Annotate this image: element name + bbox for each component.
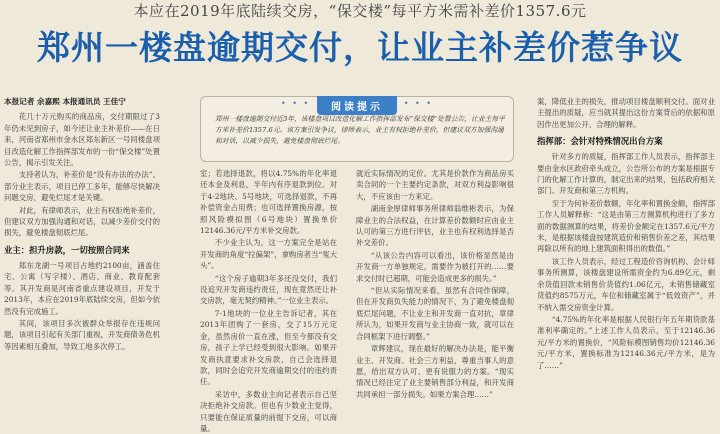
paragraph: 支持者认为，补差价是“没有办法的办法”。部分业主表示，项目已停工多年，能够尽快解决问题交房，避免烂尾才是关键。: [4, 170, 160, 203]
paragraph: 其间，该项目多次被群众举报存在违规问题，该项目引起有关部门重视，开发商债务危机等因素相互叠加，导致工地多次停工。: [4, 318, 160, 351]
paragraph: “这个房子逾期3年多还没交付，我们没追究开发商违约责任，现在竟然还让补交房款，毫无契约精神。”一位业主表示。: [200, 273, 337, 306]
kicker: 本应在2019年底陆续交房，“保交楼”每平方米需补差价1357.6元: [133, 2, 587, 20]
paragraph: “但从实际情况来看，虽然有合同作保障，但在开发商负失能力的情况下，为了避免楼盘彻底烂尾问题，不让业主和开发商一直对抗，章律所认为，如果开发商与业主协商一致，就可以在合同框架下进行调整。”: [356, 286, 514, 341]
column-3: [356, 168, 514, 405]
paragraph: 不少业主认为，这一方案完全是站在开发商的角度“拉偏架”，拿购房者当“冤大头”。: [200, 238, 337, 271]
paragraph: 采访中，多数业主向记者表示自己坚决拒绝补交房款。但也有少数业主觉得，只要能在保证质量的前提下交房，可以商量。: [200, 389, 337, 433]
decor-dots-icon: • • •: [403, 99, 433, 108]
reading-tip-box: [200, 96, 514, 162]
paragraph: 7-1地块的一位业主告诉记者，其在2013年团购了一套房，交了15万元定金，虽然房价一直在涨，但至今都没有交房，孩子上学已经受到很大影响。如果开发商执意要求补交房款，自己会选择退款，同时会追究开发商逾期交付的违约责任。: [200, 308, 337, 387]
reading-tip-title: 阅读提示: [317, 96, 397, 115]
paragraph: 室；若选择退款，将以4.75%的年化率退还本金及利息，半年内有序退款到位。对于4-2地块、5号地块，可选择退款，不再补偿资金占用费；也可选择置换房源，按照风险模拟图（6号地块）置换单价12146.36元/平方米补交房款。: [200, 169, 337, 236]
column-4: [537, 96, 715, 405]
paragraph: 花几十万元购买的商品房，交付期限过了3年仍未见到房子，如今还让业主补差价——在日来，河南省郑州市金水区郑东新区一号同楼盘项目改造化解工作指挥部发布的一份“保交楼”处置公告，揭示引发关注。: [4, 112, 160, 168]
paragraph: 对此，有律师表示，业主有权拒绝补差价，但建议双方加强沟通和对话，以减少差价交付的损失，避免楼盘彻底烂尾。: [4, 205, 160, 238]
paragraph: 就近实际情况的定价。尤其是价款作为商品房买卖合同的一个主要约定条款，对双方利益影响很大，不应该由一方来定。: [356, 169, 514, 201]
headline: 郑州一楼盘逾期交付，让业主补差价惹争议: [37, 28, 683, 67]
column-2: [200, 168, 337, 433]
byline: 本报记者 余嘉熙 本报通讯员 王佳宁: [4, 97, 126, 106]
paragraph: 案，降低业主的损失，推动项目楼盘顺利交付。面对业主提出的质疑，应当就其提出这份方案背后的依据和原因作出更加公开、合理的解释。: [537, 97, 715, 129]
reading-tip-text: 郑州一楼盘逾期交付近3年，该楼盘项目改造化解工作指挥部发布“保交楼”处置公告，让业主每平方米补差价1357.6元。该方案引发争议，律师表示，业主有权拒绝补差价，但建议双方加强沟通和对话，以减少损失，避免楼盘彻底烂尾。: [215, 115, 505, 145]
paragraph: “从该公告内容可以看出，该价格显然是由开发商一方单独规定，需要作为被打开的……要求交付时已超期，可能会造成更多的损失。”: [356, 250, 514, 283]
paragraph: 郑东龙湖一号项目占地约2100亩，涵盖住宅、公寓（写字楼）、酒店、商业、教育配套等。其开发商是河南省重点建设项目，开发于2013年，本应在2019年底陆续交房，但如今依然没有完成施工。: [4, 260, 160, 316]
decor-dots-icon: • • •: [281, 99, 311, 108]
column-1: [4, 96, 160, 405]
paragraph: 针对多方的质疑，指挥部工作人员表示，指挥部主要由金水区政府牵头成立，公告所公布的方案是根据专门的化解工作计算的，制定出来的结果，包括政府相关部门、开发商和第三方机构。: [537, 152, 715, 196]
paragraph: 章辉建议，现在最好的解决办法是，能平衡业主、开发商、社会三方利益，尊重当事人的意愿，给出双方认可、更有说服力的方案。“现实情况已经注定了业主要销售部分利益，和开发商共同承担一部分损失。如果方案合理……”: [356, 344, 514, 399]
paragraph: 该工作人员表示，经过工程造价咨询机构、会计师事务所测算，该楼盘建设所需资金约为6.89亿元，剩余货值回款未销售价货值约1.06亿元，未销售储藏室货值约8575万元，车位和储藏室属于“低效资产”，并不纳入需交房资金计算。: [537, 256, 715, 312]
paragraph: 至于为何补差价数额，年化率和置换金额，指挥部工作人员解释称：“这是由第三方测算机构进行了多方面的数据测算的结果，将差价金额定在1357.6元/平方米，是根据该楼盘按建筑造价和销售价差之差，其结果再除以所有的地上建筑面积得出的数值。”: [537, 198, 715, 254]
subhead-command: 指挥部：会针对特殊情况出台方案: [537, 136, 663, 147]
paragraph: “4.75%的年化率是根据人民银行年五年期贷款基准利率确定的。”上述工作人员表示，至于12146.36元/平方米的置换价，“风险标模图销售均价12146.36元/平方米，置换标准为12146.36元/平方米，是为了……”: [537, 314, 715, 370]
paragraph: 湖南金厚律师事务所律师翁维彬表示，为保障业主的合法权益，在计算差价数额时应由业主认可的第三方进行评估，业主也有权利选择是否补交差价。: [356, 204, 514, 248]
subhead-owners: 业主：担升房款，一切按照合同来: [4, 244, 130, 255]
